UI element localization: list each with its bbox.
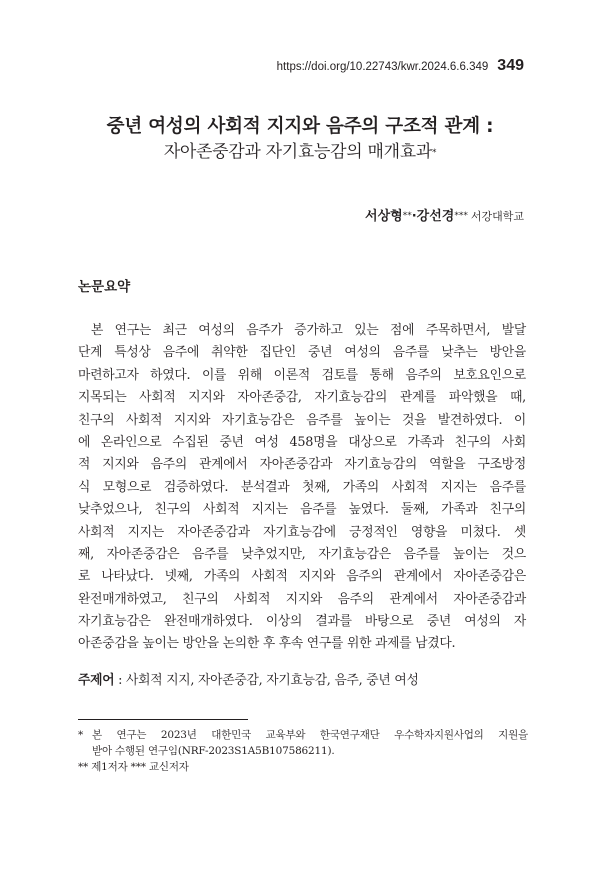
author-line [365,205,524,224]
abstract-line: 친구의 사회적 지지와 자기효능감은 음주를 높이는 것을 발견하였다. 이 [78,412,526,428]
footnote-author-roles: ** 제1저자 *** 교신저자 [78,761,189,773]
abstract-line: 지목되는 사회적 지지와 자아존중감, 자기효능감의 관계를 파악했을 때, [78,390,526,406]
footnote-text [92,727,528,759]
abstract-line: 에 온라인으로 수집된 중년 여성 458명을 대상으로 가족과 친구의 사회 [78,434,526,450]
subtitle-footnote-mark: * [431,148,437,158]
footnote-line: 본 연구는 2023년 대한민국 교육부와 한국연구재단 우수학자지원사업의 지원을 [92,729,528,741]
author-second-mark: *** [454,211,468,221]
title-block [0,115,600,166]
footnote-line: 받아 수행된 연구임(NRF-2023S1A5B107586211). [92,745,335,757]
abstract-line: 적 지지와 음주의 관계에서 자아존중감과 자기효능감의 역할을 구조방정 [78,457,526,473]
subtitle-text: 자아존중감과 자기효능감의 매개효과 [163,142,432,162]
keywords-separator: : [114,673,127,688]
abstract-line: 식 모형으로 검증하였다. 분석결과 첫째, 가족의 사회적 지지는 음주를 [78,479,526,495]
abstract-line: 사회적 지지는 자아존중감과 자기효능감에 긍정적인 영향을 미쳤다. 셋 [78,524,526,540]
keywords-line [78,669,419,688]
author-second: 강선경 [416,209,455,224]
running-header [277,57,524,75]
abstract-line: 낮추었으나, 친구의 사회적 지지는 음주를 높였다. 둘째, 가족과 친구의 [78,502,526,518]
abstract-body [78,320,526,656]
abstract-line: 자기효능감은 완전매개하였다. 이상의 결과를 바탕으로 중년 여성의 자 [78,614,526,630]
abstract-line: 째, 자아존중감은 음주를 낮추었지만, 자기효능감은 음주를 높이는 것으 [78,546,526,562]
footnotes [78,727,528,775]
footnote-divider [78,719,248,720]
abstract-line: 본 연구는 최근 여성의 음주가 증가하고 있는 점에 주목하면서, 발달 [91,323,526,338]
page-number: 349 [497,57,524,74]
abstract-heading: 논문요약 [78,279,131,295]
footnote-funding [78,727,528,759]
author-first-mark: ** [402,211,412,221]
paper-title: 중년 여성의 사회적 지지와 음주의 구조적 관계 : [106,116,494,137]
author-separator: · [411,209,417,224]
author-first: 서상형 [365,209,403,224]
abstract-line: 완전매개하였고, 친구의 사회적 지지와 음주의 관계에서 자아존중감과 [78,591,526,607]
footnote-mark: * [78,729,84,741]
abstract-line: 단계 특성상 음주에 취약한 집단인 중년 여성의 음주를 낮추는 방안을 [78,345,526,361]
abstract-line: 아존중감을 높이는 방안을 논의한 후 후속 연구를 위한 과제를 남겼다. [78,636,456,652]
paper-subtitle [0,139,600,166]
keywords-text: 사회적 지지, 자아존중감, 자기효능감, 음주, 중년 여성 [126,673,419,688]
doi-link[interactable]: https://doi.org/10.22743/kwr.2024.6.6.349 [276,61,489,73]
abstract-line: 마련하고자 하였다. 이를 위해 이론적 검토를 통해 음주의 보호요인으로 [78,367,526,383]
abstract-line: 로 나타났다. 넷째, 가족의 사회적 지지와 음주의 관계에서 자아존중감은 [78,569,526,585]
keywords-label: 주제어 [78,673,115,688]
author-affiliation: 서강대학교 [470,210,524,223]
